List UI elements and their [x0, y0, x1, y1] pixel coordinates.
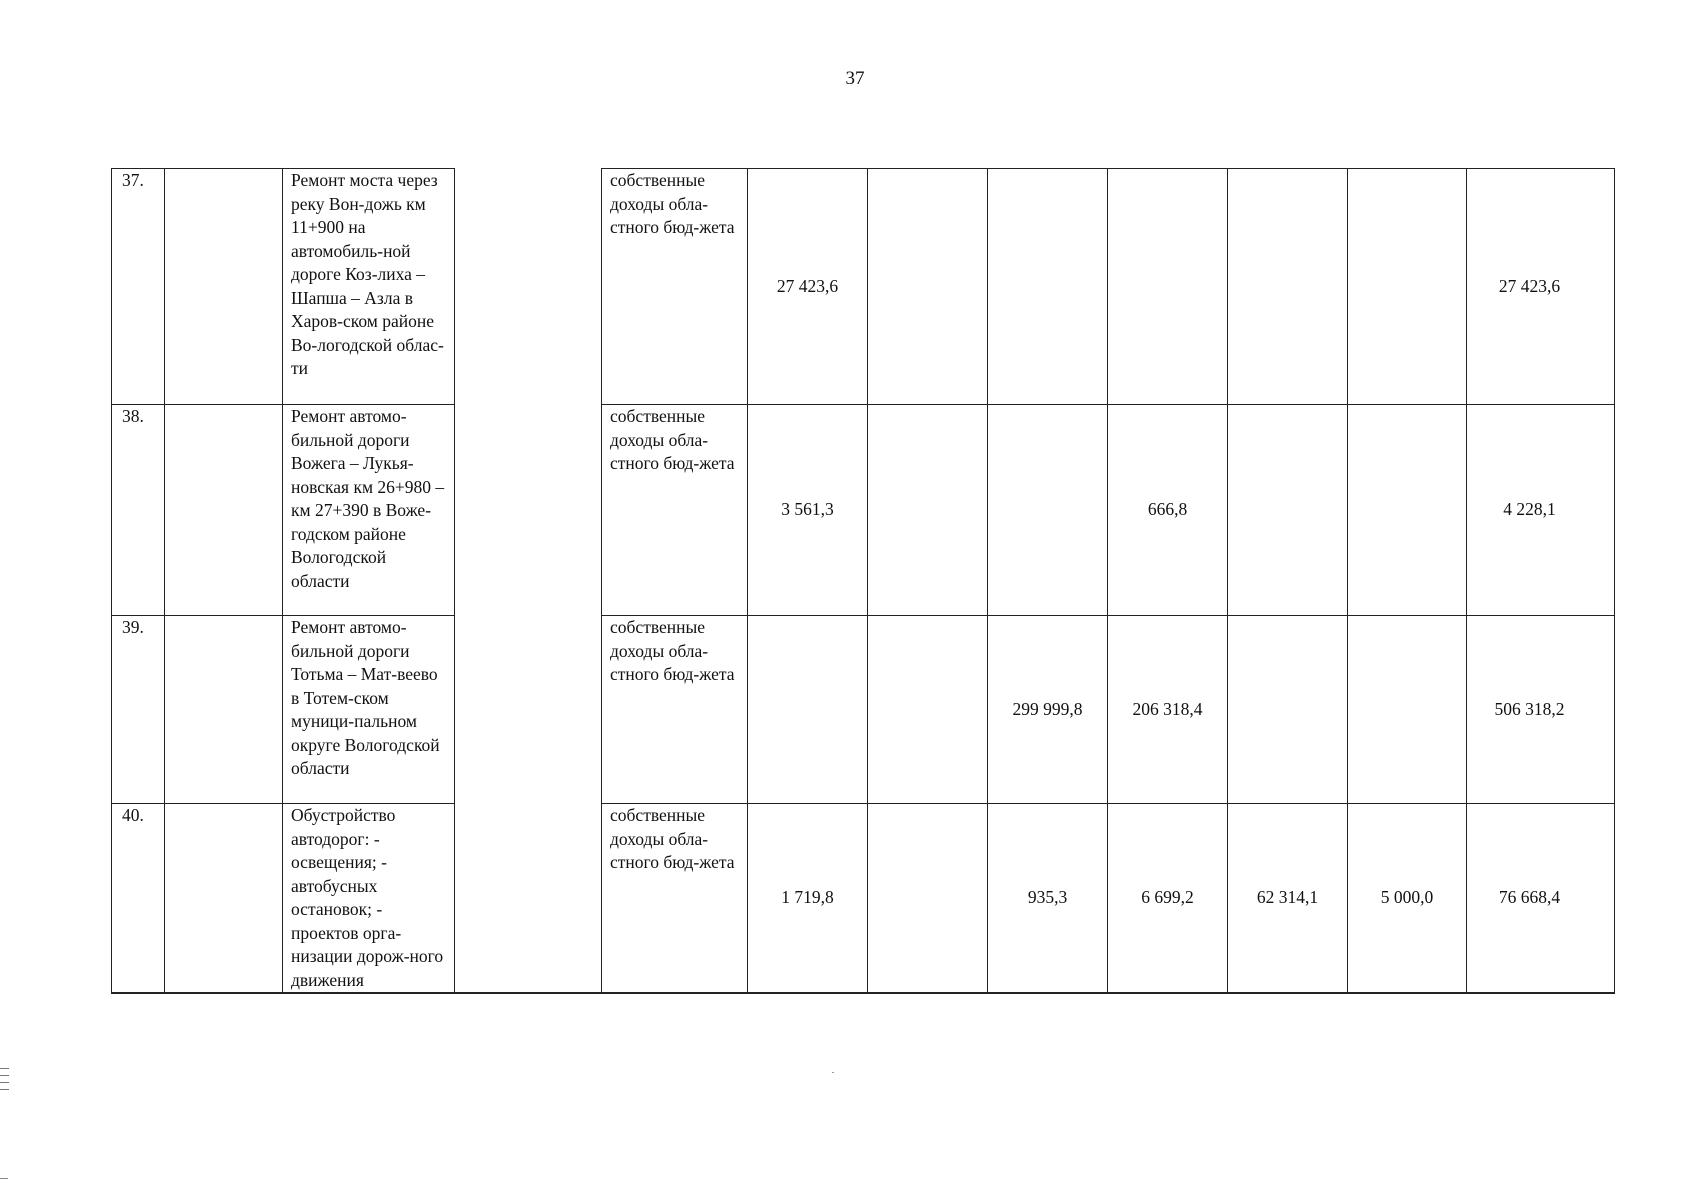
row-index: 37. — [112, 169, 165, 405]
page-number: 37 — [845, 68, 865, 89]
table-row — [112, 616, 1615, 804]
total-cell: 76 668,4 — [1467, 804, 1615, 994]
value-cell: 5 000,0 — [1348, 804, 1467, 994]
empty-cell — [165, 405, 283, 616]
table-row — [112, 169, 1615, 405]
row-index: 39. — [112, 616, 165, 804]
value-cell: 6 699,2 — [1108, 804, 1228, 994]
table-row — [112, 405, 1615, 616]
value-cell — [1348, 405, 1467, 616]
row-index: 38. — [112, 405, 165, 616]
funding-source: собственные доходы обла-стного бюд-жета — [602, 169, 748, 405]
value-cell: 666,8 — [1108, 405, 1228, 616]
object-name: Ремонт моста через реку Вон-дожь км 11+900 на автомобиль-ной дороге Коз-лиха – Шапша – Азла в Харов-ском районе Во-логодской облас-ти — [283, 169, 455, 405]
object-name: Ремонт автомо-бильной дороги Вожега – Лукья-новская км 26+980 – км 27+390 в Воже-годском районе Вологодской области — [283, 405, 455, 616]
value-cell — [1348, 616, 1467, 804]
value-cell: 27 423,6 — [748, 169, 868, 405]
total-cell: 506 318,2 — [1467, 616, 1615, 804]
funding-source: собственные доходы обла-стного бюд-жета — [602, 616, 748, 804]
empty-cell — [165, 169, 283, 405]
object-name: Ремонт автомо-бильной дороги Тотьма – Мат-веево в Тотем-ском муници-пальном округе Вологодской области — [283, 616, 455, 804]
value-cell: 299 999,8 — [988, 616, 1108, 804]
margin-binding-marks — [0, 1068, 10, 1096]
value-cell: 1 719,8 — [748, 804, 868, 994]
value-cell — [1108, 169, 1228, 405]
margin-mark — [0, 1178, 8, 1179]
table-row — [112, 804, 1615, 994]
empty-cell — [165, 616, 283, 804]
value-cell — [988, 169, 1108, 405]
budget-table — [111, 168, 1615, 994]
value-cell — [988, 405, 1108, 616]
empty-merged-cell — [455, 169, 602, 994]
total-cell: 27 423,6 — [1467, 169, 1615, 405]
scan-speck — [832, 1072, 834, 1073]
value-cell — [1348, 169, 1467, 405]
value-cell — [868, 405, 988, 616]
funding-source: собственные доходы обла-стного бюд-жета — [602, 405, 748, 616]
value-cell: 935,3 — [988, 804, 1108, 994]
total-cell: 4 228,1 — [1467, 405, 1615, 616]
value-cell — [868, 169, 988, 405]
value-cell — [1228, 405, 1348, 616]
value-cell — [868, 616, 988, 804]
value-cell — [1228, 169, 1348, 405]
empty-cell — [165, 804, 283, 994]
funding-source: собственные доходы обла-стного бюд-жета — [602, 804, 748, 994]
value-cell — [1228, 616, 1348, 804]
value-cell: 206 318,4 — [1108, 616, 1228, 804]
row-index: 40. — [112, 804, 165, 994]
value-cell: 62 314,1 — [1228, 804, 1348, 994]
value-cell: 3 561,3 — [748, 405, 868, 616]
value-cell — [748, 616, 868, 804]
object-name: Обустройство автодорог: - освещения; - автобусных остановок; - проектов орга-низации дорож-ного движения — [283, 804, 455, 994]
value-cell — [868, 804, 988, 994]
